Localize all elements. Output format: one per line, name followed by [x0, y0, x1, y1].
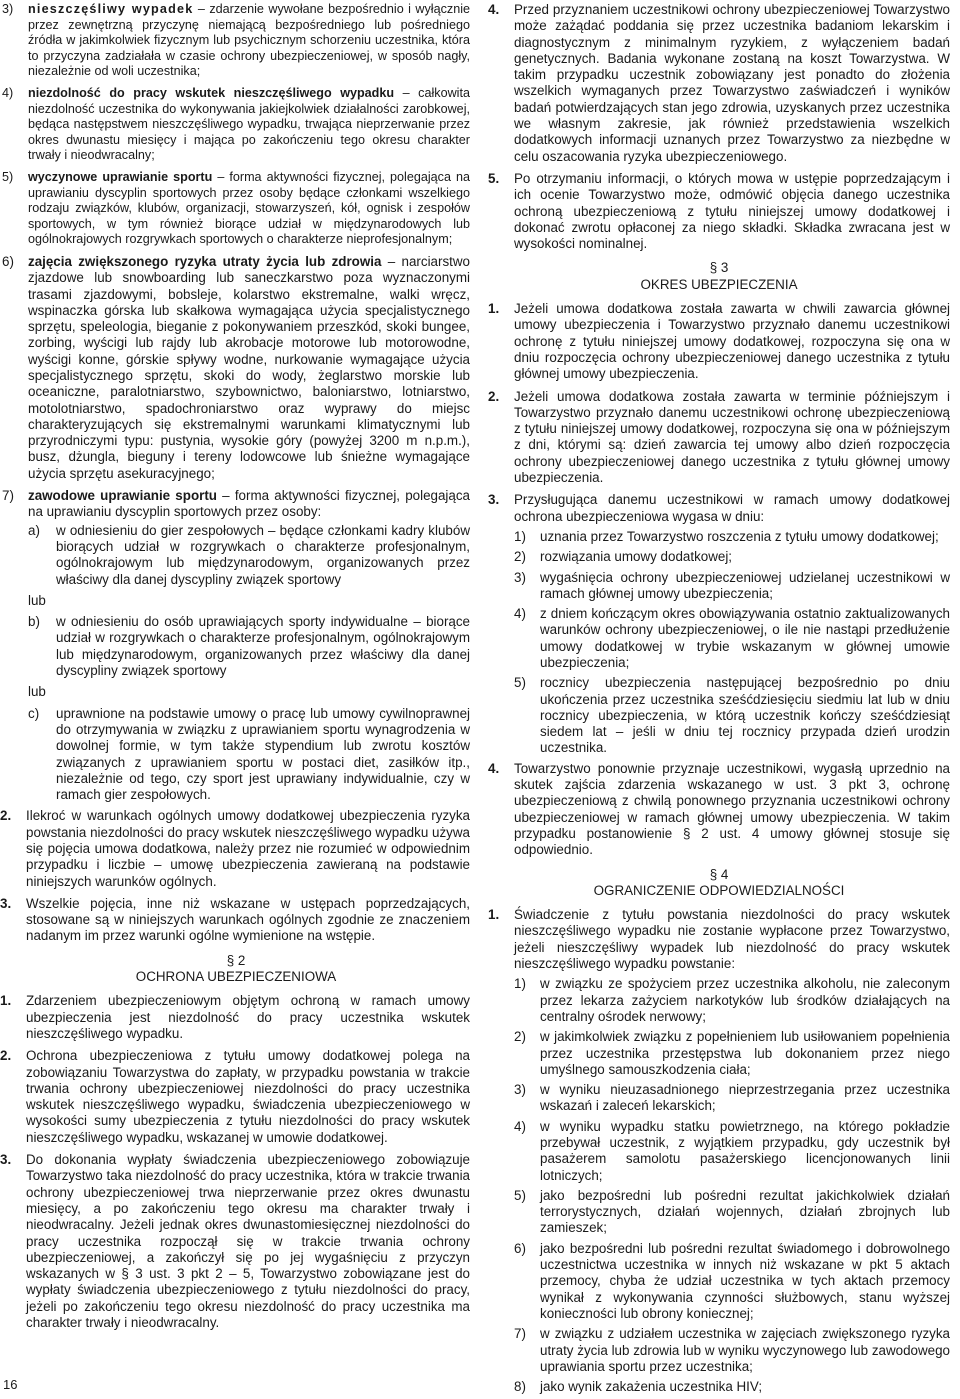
- professional-sport-sublist: [2, 523, 470, 804]
- sublist-text: w jakimkolwiek związku z popełnieniem lub usiłowaniem popełnienia przez uczestnika przestępstwa lub dokonaniem przez niego umyślnego samouszkodzenia ciała;: [540, 1029, 950, 1077]
- item-number: 6): [2, 253, 14, 269]
- expiry-sublist: [488, 529, 950, 757]
- item-text: [28, 2, 470, 80]
- sublist-number: 8): [514, 1379, 526, 1395]
- sublist-item: [514, 549, 950, 565]
- sublist-number: 5): [514, 675, 526, 691]
- sublist-item: [514, 529, 950, 545]
- sublist-letter: b): [28, 614, 40, 630]
- sublist-item: [28, 523, 470, 588]
- paragraph-item: [488, 301, 950, 382]
- item-text: Jeżeli umowa dodatkowa została zawarta w chwili zawarcia głównej umowy ubezpieczenia i Towarzystwo przyznało danemu uczestnikowi ochronę z tytułu niniejszej umowy dodatkowej, rozpoczyna się ona w dniu rozpoczęcia ochrony ubezpieczeniowej danego uczestnika z tytułu głównej umowy ubezpieczenia.: [514, 301, 950, 382]
- item-text: [28, 488, 470, 521]
- paragraph-item: [488, 907, 950, 972]
- item-number: 4.: [488, 2, 500, 17]
- sublist-number: 1): [514, 976, 526, 992]
- sublist-text: w wyniku nieuzasadnionego nieprzestrzegania przez uczestnika wskazań i zaleceń lekarskich;: [540, 1082, 950, 1114]
- sublist-item: [514, 675, 950, 756]
- sublist-text: w odniesieniu do gier zespołowych – będące członkami kadry klubów biorących udział w rozgrywkach o charakterze profesjonalnym, ogólnokrajowym lub międzynarodowym, organizowanych przez właściwy dla danej dyscypliny związek sportowy: [56, 522, 470, 587]
- item-text: Przed przyznaniem uczestnikowi ochrony ubezpieczeniowej Towarzystwo może zażądać poddania się przez uczestnika badaniom lekarskim i diagnostycznym z minimalnym ryzykiem, z wyłączeniem badań genetycznych. Badania wykonane zostaną na koszt Towarzystwa. W takim przypadku uczestnik zobowiązany jest ponadto do złożenia wszelkich wymaganych przez Towarzystwo zaświadczeń i wyników badań potwierdzających stan jego zdrowia, uzyskanych przez uczestnika we własnym zakresie, jak również przedstawienia wszelkich dodatkowych informacji uznanych przez Towarzystwo za niezbędne w celu oszacowania ryzyka ubezpieczeniowego.: [514, 2, 950, 164]
- paragraph-item: [0, 896, 470, 945]
- item-number: 1.: [0, 993, 12, 1009]
- item-number: 4): [2, 85, 14, 100]
- sublist-number: 2): [514, 549, 526, 565]
- sublist-text: jako wynik zakażenia uczestnika HIV;: [540, 1379, 763, 1395]
- item-text: Ochrona ubezpieczeniowa z tytułu umowy dodatkowej polega na zobowiązaniu Towarzystwa do zapłaty, w przypadku powstania w trakcie trwania ochrony ubezpieczeniowej niezdolności do pracy uczestnika wskutek nieszczęśliwego wypadku, świadczenia ubezpieczeniowego w wysokości sumy ubezpieczenia z tytułu niezdolności do pracy wskutek nieszczęśliwego wypadku, wskazanej w umowie dodatkowej.: [26, 1048, 470, 1145]
- paragraph-item: [0, 808, 470, 889]
- sublist-text: wygaśnięcia ochrony ubezpieczeniowej udzielanej uczestnikowi w ramach głównej umowy ubezpieczenia;: [540, 569, 950, 601]
- sublist-letter: a): [28, 522, 40, 538]
- definition-text: – zdarzenie wywołane bezpośrednio i wyłącznie przez zewnętrzną przyczynę niemającą bezpośredniego lub pośredniego źródła w jakimkolwiek fizycznym lub psychicznym schorzeniu uczestnika, która to przyczyna zadziałała w czasie ochrony ubezpieczeniowej, w sposób nagły, niezależnie od woli uczestnika;: [28, 2, 471, 79]
- section-heading: [488, 867, 950, 900]
- item-text: Do dokonania wypłaty świadczenia ubezpieczeniowego zobowiązuje Towarzystwo taka niezdolność do pracy uczestnika, która w trakcie trwania ochrony ubezpieczeniowej trwa nieprzerwanie przez okres dwunastu miesięcy, a po zakończeniu tego okresu ma charakter trwały i nieodwracalny. Jeżeli jednak okres dwunastomiesięcznej niezdolności do pracy uczestnika rozpoczął się w trakcie trwania ochrony ubezpieczeniowej, a zakończył się po jej wygaśnięciu z przyczyn wskazanych w § 3 ust. 3 pkt 2 – 5, Towarzystwo zobowiązane jest do wypłaty świadczenia ubezpieczeniowego z tytułu niezdolności do pracy, jeżeli po zakończeniu tego okresu niezdolność do pracy uczestnika ma charakter trwały i nieodwracalny.: [26, 1152, 470, 1331]
- item-number: 7): [2, 488, 14, 504]
- item-number: 4.: [488, 760, 500, 776]
- sublist-text: z dniem kończącym okres obowiązywania ostatnio zaktualizowanych warunków ochrony ubezpieczeniowej, o ile nie nastąpi przedłużenie umowy dodatkowej w trybie wskazanym w głównej umowie ubezpieczenia;: [540, 606, 950, 670]
- sublist-number: 3): [514, 1082, 526, 1098]
- item-number: 3.: [0, 1152, 12, 1168]
- definition-text: – forma aktywności fizycznej, polegająca na uprawianiu dyscyplin sportowych przez osoby będące członkami wszelkiego rodzaju związków, klubów, organizacji, stowarzyszeń, kół, ognisk i zespołów sportowych, w tym również biorące udział w międzynarodowych lub ogólnokrajowych rozgrywkach sportowych o charakterze nieprofesjonalnym;: [28, 169, 470, 247]
- sublist-number: 7): [514, 1326, 526, 1342]
- item-text: Po otrzymaniu informacji, o których mowa w ustępie poprzedzającym i ich ocenie Towarzystwo może, odmówić objęcia danego uczestnika ochroną ubezpieczeniową z tytułu niniejszej umowy dodatkowej i dokonać zwrotu opłaconej za niego składki. Składka zwracana jest w wysokości nominalnej.: [514, 170, 950, 252]
- item-number: 5.: [488, 170, 500, 186]
- sublist-text: rocznicy ubezpieczenia następującej bezpośrednio po dniu ukończenia przez uczestnika sześćdziesięciu siedmiu lat lub w dniu rocznicy ubezpieczenia, w którą uczestnik kończy sześćdziesiąt siedem lat – jeśli w dniu tej rocznicy przypada dzień urodzin uczestnika.: [540, 675, 950, 756]
- section-number: § 3: [709, 260, 729, 276]
- paragraph-item: [488, 2, 950, 165]
- defined-term: zajęcia zwiększonego ryzyka utraty życia lub zdrowia: [28, 253, 382, 269]
- section-heading: [2, 953, 470, 986]
- definition-item: [2, 2, 470, 80]
- paragraph-item: [0, 993, 470, 1042]
- item-number: 3.: [0, 895, 12, 911]
- sublist-text: uznania przez Towarzystwo roszczenia z tytułu umowy dodatkowej;: [540, 528, 939, 544]
- left-column: [2, 2, 470, 1337]
- sublist-number: 6): [514, 1240, 526, 1256]
- defined-term: zawodowe uprawianie sportu: [28, 488, 217, 504]
- sublist-item: [514, 570, 950, 603]
- sublist-text: rozwiązania umowy dodatkowej;: [540, 549, 733, 565]
- paragraph-item: [0, 1048, 470, 1146]
- sublist-item: [514, 1241, 950, 1322]
- item-number: 5): [2, 169, 14, 184]
- item-text: [28, 254, 470, 482]
- sublist-text: jako bezpośredni lub pośredni rezultat świadomego i dobrowolnego uczestnictwa uczestnika w innych niż wskazane w pkt 5 aktach przemocy, chyba że udział uczestnika w tych aktach przemocy wynikał z wykonywania czynności służbowych, stanu wyższej konieczności lub obrony koniecznej;: [540, 1240, 950, 1321]
- item-text: Jeżeli umowa dodatkowa została zawarta w terminie późniejszym i Towarzystwo przyznało danemu uczestnikowi ochronę ubezpieczeniową z tytułu niniejszej umowy dodatkowej, rozpoczyna się ona w późniejszym z dni, którymi są: dzień zawarcia tej umowy albo dzień rozpoczęcia ochrony ubezpieczeniowej danego uczestnika z tytułu głównej umowy ubezpieczenia.: [514, 388, 950, 486]
- definition-text: – całkowita niezdolność uczestnika do wykonywania jakiejkolwiek działalności zarobkowej, będąca następstwem nieszczęśliwego wypadku, trwająca nieprzerwanie przez okres dwunastu miesięcy i mająca po zakończeniu tego okresu charakter trwały i nieodwracalny;: [28, 85, 470, 163]
- right-column: [488, 2, 950, 1399]
- item-number: 1.: [488, 301, 500, 317]
- section-heading: [488, 260, 950, 293]
- sublist-text: w wyniku wypadku statku powietrznego, na którego pokładzie przebywał uczestnik, z wyjątkiem przypadku, gdy uczestnik był pasażerem samolotu pasażerskiego licencjonowanych linii lotniczych;: [540, 1118, 950, 1183]
- sublist-item: [514, 1082, 950, 1115]
- paragraph-item: [488, 492, 950, 525]
- connector-or: lub: [28, 592, 46, 608]
- item-text: Zdarzeniem ubezpieczeniowym objętym ochroną w ramach umowy ubezpieczenia jest niezdolność do pracy uczestnika wskutek nieszczęśliwego wypadku.: [26, 993, 470, 1041]
- exclusions-sublist: [488, 976, 950, 1395]
- sublist-item: [514, 1326, 950, 1375]
- sublist-number: 1): [514, 528, 526, 544]
- sublist-text: w związku z udziałem uczestnika w zajęciach zwiększonego ryzyka utraty życia lub zdrowia lub w wyniku wyczynowego lub zawodowego uprawiania sportu przez uczestnika;: [540, 1326, 950, 1374]
- section-title: OKRES UBEZPIECZENIA: [640, 276, 798, 292]
- sublist-text: w odniesieniu do osób uprawiających sporty indywidualne – biorące udział w rozgrywkach o charakterze profesjonalnym, ogólnokrajowym lub międzynarodowym, organizowanych przez właściwy dla danej dyscypliny związek sportowy: [56, 614, 470, 679]
- item-number: 3): [2, 2, 14, 16]
- defined-term: nieszczęśliwy wypadek: [28, 2, 194, 16]
- sublist-letter: c): [28, 705, 40, 721]
- item-text: [28, 170, 470, 248]
- sublist-item: [514, 1379, 950, 1395]
- page-number: 16: [3, 1377, 18, 1392]
- definition-item: [2, 86, 470, 164]
- definition-item: [2, 170, 470, 248]
- paragraph-item: [488, 389, 950, 487]
- item-number: 2.: [488, 388, 500, 404]
- item-number: 1.: [488, 907, 500, 923]
- sublist-text: uprawnione na podstawie umowy o pracę lub umowy cywilnoprawnej do otrzymywania w związku z uprawianiem sportu wynagrodzenia w dowolnej formie, w tym także stypendium lub zwrotu kosztów związanych z uprawianiem sportu w postaci diet, zasiłków itp., niezależnie od tego, czy sport jest uprawiany indywidualnie, czy w ramach gier zespołowych.: [56, 705, 470, 803]
- definition-item: [2, 488, 470, 521]
- sublist-item: [28, 706, 470, 804]
- sublist-item: [514, 1119, 950, 1184]
- sublist-number: 4): [514, 1118, 526, 1134]
- section-title: OCHRONA UBEZPIECZENIOWA: [135, 969, 337, 985]
- item-text: Przysługująca danemu uczestnikowi w ramach umowy dodatkowej ochrona ubezpieczeniowa wygasa w dniu:: [514, 492, 950, 524]
- item-number: 2.: [0, 1048, 12, 1064]
- item-text: Towarzystwo ponownie przyznaje uczestnikowi, wygasłą uprzednio na skutek zajścia zdarzenia wskazanego w ust. 3 pkt 3, ochronę ubezpieczeniową z chwilą ponownego przyznania uczestnikowi ochrony ubezpieczeniowej w ramach głównej umowy ubezpieczenia. W takim przypadku postanowienie § 2 ust. 4 umowy głównej stosuje się odpowiednio.: [514, 760, 950, 858]
- sublist-number: 5): [514, 1187, 526, 1203]
- section-number: § 2: [226, 952, 246, 968]
- definition-text: – narciarstwo zjazdowe lub snowboarding lub saneczkarstwo poza wyznaczonymi trasami zjazdowymi, bobsleje, kolarstwo ekstremalne, walki wręcz, wspinaczka górska lub skałkowa wymagająca użycia specjalistycznego sprzętu, speleologia, bieganie z pokonywaniem przeszkód, skoki bungee, zorbing, wyścigi lub rajdy lub akrobacje motorowe lub motorowodne, wyścigi konne, górskie spływy wodne, nurkowanie wymagające użycia specjalistycznego sprzętu, skoki do wody, żeglarstwo morskie lub oceaniczne, paralotniarstwo, szybownictwo, baloniarstwo, lotniarstwo, motolotniarstwo, spadochroniarstwo oraz wyprawy do miejsc charakteryzujących się ekstremalnymi warunkami klimatycznymi lub przyrodniczymi typu: pustynia, wysokie góry (powyżej 3200 m n.p.m.), busz, dżungla, bieguny i tereny lodowcowe lub śnieżne wymagające użycia sprzętu asekuracyjnego;: [28, 253, 470, 481]
- item-text: Wszelkie pojęcia, inne niż wskazane w ustępach poprzedzających, stosowane są w niniejszych warunkach ogólnych zgodnie ze znaczeniem nadanym im przez warunki ogólne wymienione na wstępie.: [26, 895, 470, 944]
- sublist-text: w związku ze spożyciem przez uczestnika alkoholu, nie zaleconym przez lekarza zażyciem narkotyków lub środków działających na centralny ośrodek nerwowy;: [540, 976, 950, 1024]
- paragraph-item: [0, 1152, 470, 1331]
- defined-term: wyczynowe uprawianie sportu: [28, 169, 213, 184]
- sublist-item: [514, 606, 950, 671]
- definition-item: [2, 254, 470, 482]
- sublist-number: 2): [514, 1029, 526, 1045]
- sublist-item: [514, 976, 950, 1025]
- item-number: 2.: [0, 808, 12, 824]
- sublist-number: 3): [514, 569, 526, 585]
- item-text: [28, 86, 470, 164]
- defined-term: niezdolność do pracy wskutek nieszczęśliwego wypadku: [28, 85, 395, 100]
- sublist-item: [514, 1029, 950, 1078]
- connector-or: lub: [28, 684, 46, 700]
- item-text: Świadczenie z tytułu powstania niezdolności do pracy wskutek nieszczęśliwego wypadku nie zostanie wypłacone przez Towarzystwo, jeżeli nieszczęśliwy wypadek lub niezdolność do pracy wskutek nieszczęśliwego wypadku powstanie:: [514, 907, 950, 972]
- item-number: 3.: [488, 492, 500, 508]
- sublist-item: [28, 614, 470, 679]
- definition-text: – forma aktywności fizycznej, polegająca na uprawianiu dyscyplin sportowych przez osoby:: [28, 488, 470, 520]
- item-text: Ilekroć w warunkach ogólnych umowy dodatkowej ubezpieczenia ryzyka powstania niezdolności do pracy wskutek nieszczęśliwego wypadku używa się pojęcia umowa dodatkowa, należy przez nie rozumieć w odpowiednim przypadku i liczbie – umowę ubezpieczenia zawieraną na podstawie niniejszych warunków ogólnych.: [26, 808, 470, 889]
- sublist-text: jako bezpośredni lub pośredni rezultat jakichkolwiek działań terrorystycznych, działań wojennych, działań zbrojnych lub zamieszek;: [540, 1187, 950, 1236]
- section-title: OGRANICZENIE ODPOWIEDZIALNOŚCI: [593, 882, 845, 898]
- paragraph-item: [488, 761, 950, 859]
- paragraph-item: [488, 171, 950, 252]
- sublist-number: 4): [514, 606, 526, 622]
- sublist-item: [514, 1188, 950, 1237]
- section-number: § 4: [709, 866, 729, 882]
